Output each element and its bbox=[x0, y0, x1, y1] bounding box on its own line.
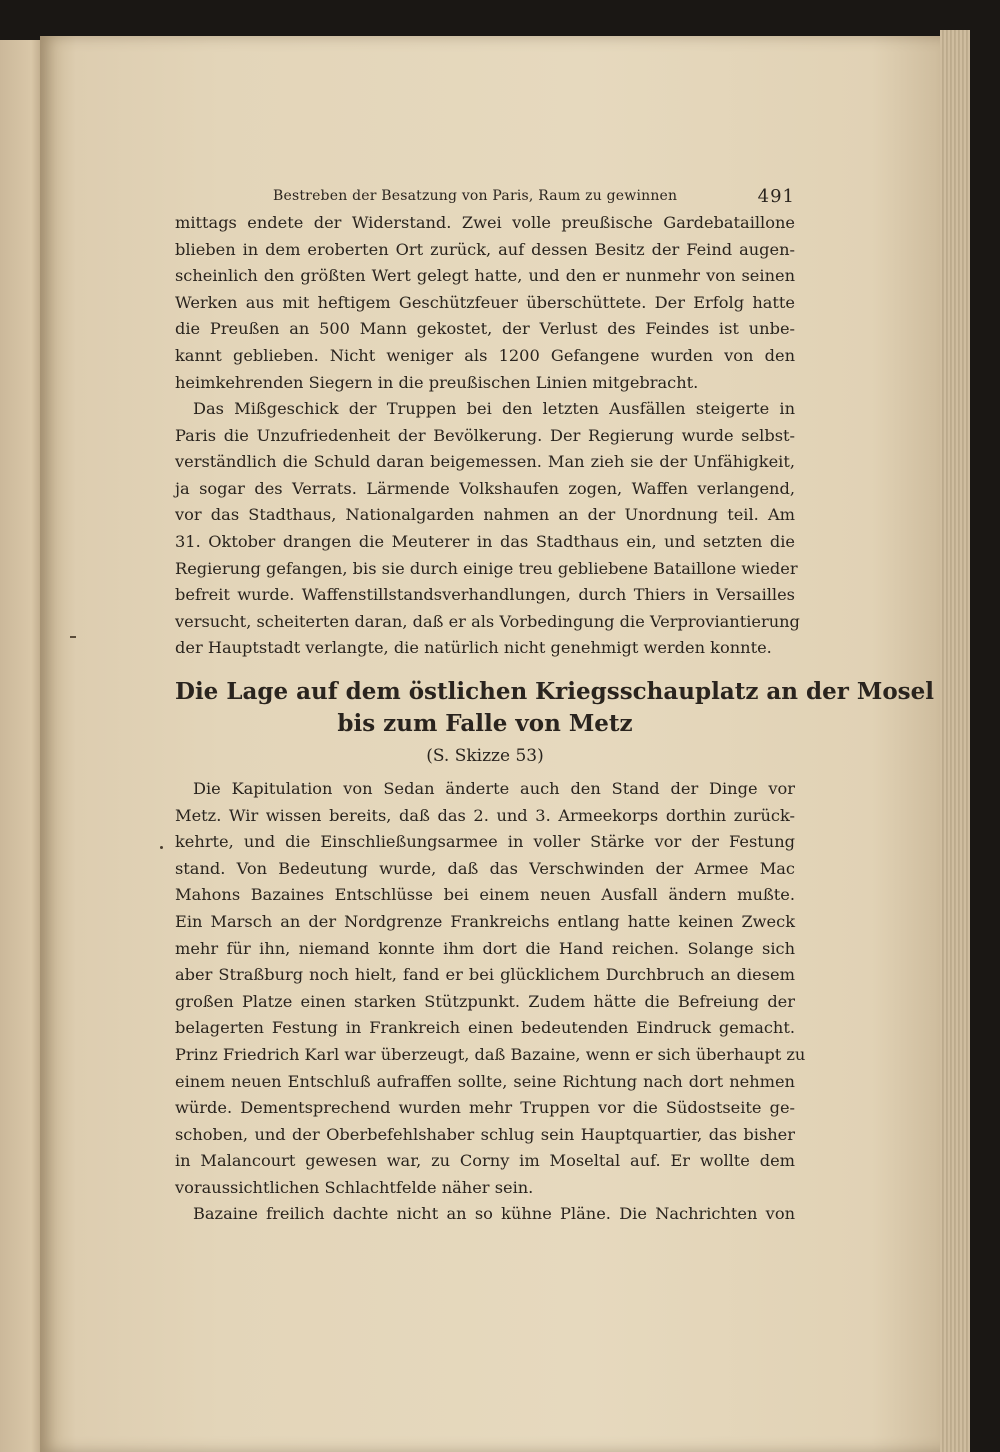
text-line: Prinz Friedrich Karl war überzeugt, daß Bazaine, wenn er sich überhaupt zu bbox=[175, 1044, 806, 1064]
text-line: 31. Oktober drangen die Meuterer in das Stadthaus ein, und setzten die bbox=[175, 531, 795, 551]
margin-dot bbox=[160, 846, 163, 849]
running-title: Bestreben der Besatzung von Paris, Raum zu gewinnen bbox=[273, 188, 678, 204]
text-line: würde. Dementsprechend wurden mehr Truppen vor die Südostseite ge- bbox=[175, 1098, 795, 1118]
text-line: belagerten Festung in Frankreich einen bedeutenden Eindruck gemacht. bbox=[175, 1018, 795, 1038]
paragraph-3 bbox=[175, 776, 806, 1202]
text-line: mittags endete der Widerstand. Zwei volle preußische Gardebataillone bbox=[175, 213, 795, 232]
text-line: kannt geblieben. Nicht weniger als 1200 Gefangene wurden von den bbox=[175, 345, 795, 365]
section-heading-line-1: Die Lage auf dem östlichen Kriegsschauplatz an der Mosel bbox=[175, 678, 934, 705]
text-line: vor das Stadthaus, Nationalgarden nahmen an der Unordnung teil. Am bbox=[175, 505, 795, 525]
paragraph-4 bbox=[175, 1201, 795, 1228]
page-stack-edge bbox=[940, 30, 970, 1452]
paragraph-1 bbox=[175, 210, 795, 396]
text-line: der Hauptstadt verlangte, die natürlich nicht genehmigt werden konnte. bbox=[175, 638, 772, 658]
text-line: großen Platze einen starken Stützpunkt. Zudem hätte die Befreiung der bbox=[175, 991, 795, 1011]
text-line: Paris die Unzufriedenheit der Bevölkerung. Der Regierung wurde selbst- bbox=[175, 425, 795, 445]
text-line: mehr für ihn, niemand konnte ihm dort die Hand reichen. Solange sich bbox=[175, 938, 795, 958]
text-line: Metz. Wir wissen bereits, daß das 2. und 3. Armeekorps dorthin zurück- bbox=[175, 805, 795, 825]
text-line: blieben in dem eroberten Ort zurück, auf dessen Besitz der Feind augen- bbox=[175, 239, 795, 259]
text-line: verständlich die Schuld daran beigemessen. Man zieh sie der Unfähigkeit, bbox=[175, 452, 795, 472]
text-line: Ein Marsch an der Nordgrenze Frankreichs entlang hatte keinen Zweck bbox=[175, 911, 795, 931]
book-page bbox=[40, 36, 944, 1452]
text-line: voraussichtlichen Schlachtfelde näher sein. bbox=[175, 1177, 534, 1197]
text-line: kehrte, und die Einschließungsarmee in voller Stärke vor der Festung bbox=[175, 832, 795, 852]
text-line: die Preußen an 500 Mann gekostet, der Verlust des Feindes ist unbe- bbox=[175, 319, 795, 339]
margin-mark bbox=[70, 636, 76, 638]
text-line: Das Mißgeschick der Truppen bei den letzten Ausfällen steigerte in bbox=[193, 399, 795, 418]
text-line: einem neuen Entschluß aufraffen sollte, seine Richtung nach dort nehmen bbox=[175, 1071, 795, 1091]
text-line: ja sogar des Verrats. Lärmende Volkshaufen zogen, Waffen verlangend, bbox=[175, 478, 795, 498]
paragraph-2 bbox=[175, 396, 800, 662]
text-line: Die Kapitulation von Sedan änderte auch den Stand der Dinge vor bbox=[193, 779, 795, 798]
text-line: versucht, scheiterten daran, daß er als Vorbedingung die Verproviantierung bbox=[175, 611, 800, 631]
running-head bbox=[175, 186, 795, 210]
section-subheading: (S. Skizze 53) bbox=[426, 746, 544, 766]
text-line: schoben, und der Oberbefehlshaber schlug sein Hauptquartier, das bisher bbox=[175, 1124, 795, 1144]
text-line: stand. Von Bedeutung wurde, daß das Verschwinden der Armee Mac bbox=[175, 858, 795, 878]
text-line: befreit wurde. Waffenstillstandsverhandlungen, durch Thiers in Versailles bbox=[175, 585, 795, 605]
section-heading-line-2: bis zum Falle von Metz bbox=[337, 710, 633, 737]
text-line: Regierung gefangen, bis sie durch einige treu gebliebene Bataillone wieder bbox=[175, 558, 798, 578]
text-line: heimkehrenden Siegern in die preußischen Linien mitgebracht. bbox=[175, 372, 699, 392]
text-line: Werken aus mit heftigem Geschützfeuer überschüttete. Der Erfolg hatte bbox=[175, 292, 795, 312]
text-line: scheinlich den größten Wert gelegt hatte, und den er nunmehr von seinen bbox=[175, 266, 795, 286]
text-line: Bazaine freilich dachte nicht an so kühne Pläne. Die Nachrichten von bbox=[193, 1204, 795, 1223]
text-line: in Malancourt gewesen war, zu Corny im Moseltal auf. Er wollte dem bbox=[175, 1151, 795, 1171]
page-number: 491 bbox=[757, 186, 795, 207]
text-line: Mahons Bazaines Entschlüsse bei einem neuen Ausfall ändern mußte. bbox=[175, 885, 795, 905]
text-line: aber Straßburg noch hielt, fand er bei glücklichem Durchbruch an diesem bbox=[175, 965, 795, 985]
